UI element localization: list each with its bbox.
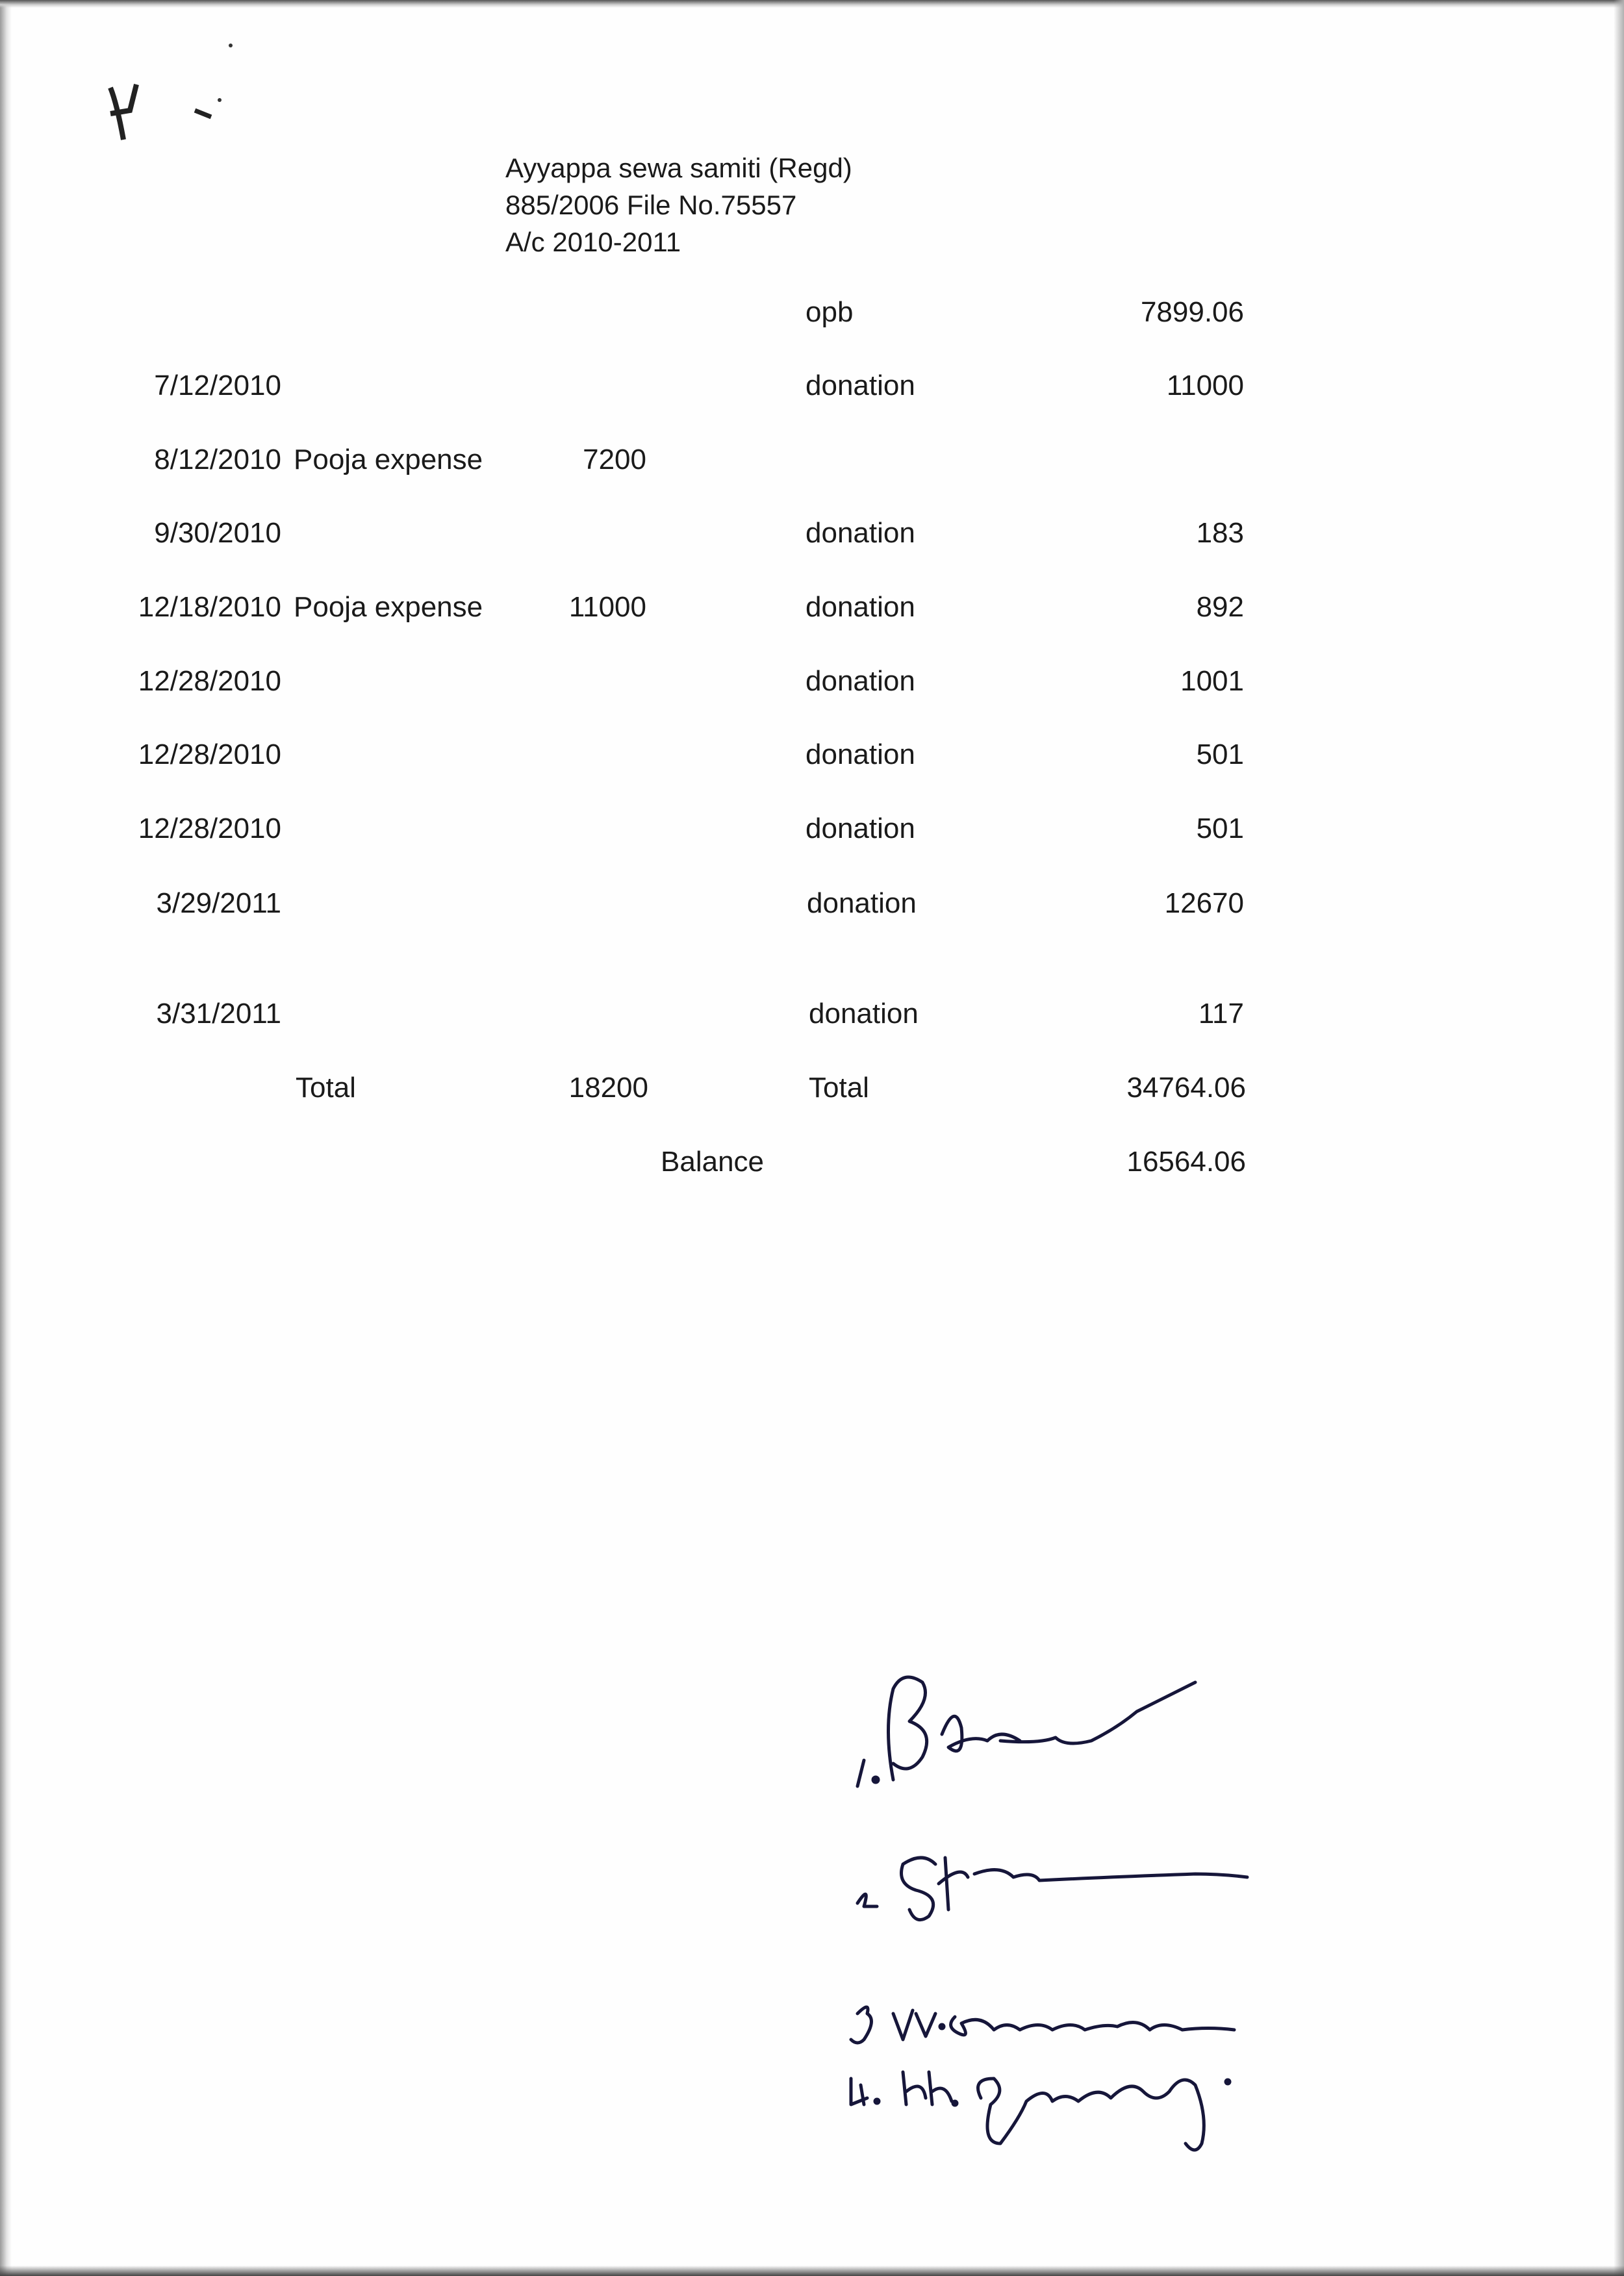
- expense-total-amount: 18200: [568, 1072, 648, 1104]
- expense-total-label: Total: [296, 1072, 356, 1104]
- page-edge-right: [1614, 0, 1624, 2276]
- row-income-label: donation: [806, 665, 915, 697]
- row-income-label: donation: [809, 998, 919, 1030]
- row-income-label: donation: [806, 370, 915, 401]
- row-date: 12/28/2010: [138, 813, 281, 844]
- row-date: 7/12/2010: [154, 370, 281, 401]
- opening-amount: 7899.06: [1140, 296, 1244, 328]
- row-description: Pooja expense: [294, 444, 483, 475]
- handwritten-signatures: [831, 1650, 1416, 2169]
- row-income-amount: 183: [1196, 517, 1244, 549]
- balance-amount: 16564.06: [1126, 1146, 1246, 1178]
- row-date: 8/12/2010: [154, 444, 281, 475]
- row-income-amount: 501: [1196, 813, 1244, 844]
- row-income-amount: 1001: [1180, 665, 1244, 697]
- opening-label: opb: [806, 296, 854, 328]
- row-expense-amount: 11000: [568, 591, 646, 623]
- page-edge-bottom: [0, 2266, 1624, 2276]
- row-date: 12/28/2010: [138, 665, 281, 697]
- row-date: 9/30/2010: [154, 517, 281, 549]
- row-date: 12/28/2010: [138, 739, 281, 770]
- row-income-amount: 117: [1198, 998, 1244, 1030]
- file-number: 885/2006 File No.75557: [505, 190, 797, 220]
- org-name: Ayyappa sewa samiti (Regd): [505, 153, 852, 183]
- row-date: 12/18/2010: [138, 591, 281, 623]
- page-edge-left: [0, 0, 12, 2276]
- stray-ink-marks: [97, 32, 240, 149]
- row-income-amount: 12670: [1164, 887, 1244, 919]
- row-income-label: donation: [807, 887, 917, 919]
- row-income-label: donation: [806, 591, 915, 623]
- row-income-amount: 892: [1196, 591, 1244, 623]
- row-income-label: donation: [806, 517, 915, 549]
- row-income-amount: 501: [1196, 739, 1244, 770]
- row-income-label: donation: [806, 739, 915, 770]
- balance-label: Balance: [661, 1146, 765, 1178]
- income-total-amount: 34764.06: [1126, 1072, 1246, 1104]
- document-header: [505, 149, 852, 260]
- row-date: 3/29/2011: [156, 887, 281, 919]
- income-total-label: Total: [809, 1072, 869, 1104]
- page-edge-top: [0, 0, 1624, 8]
- row-income-amount: 11000: [1166, 370, 1244, 401]
- account-period: A/c 2010-2011: [505, 227, 681, 257]
- row-description: Pooja expense: [294, 591, 483, 623]
- row-income-label: donation: [806, 813, 915, 844]
- row-expense-amount: 7200: [583, 444, 646, 475]
- row-date: 3/31/2011: [156, 998, 281, 1030]
